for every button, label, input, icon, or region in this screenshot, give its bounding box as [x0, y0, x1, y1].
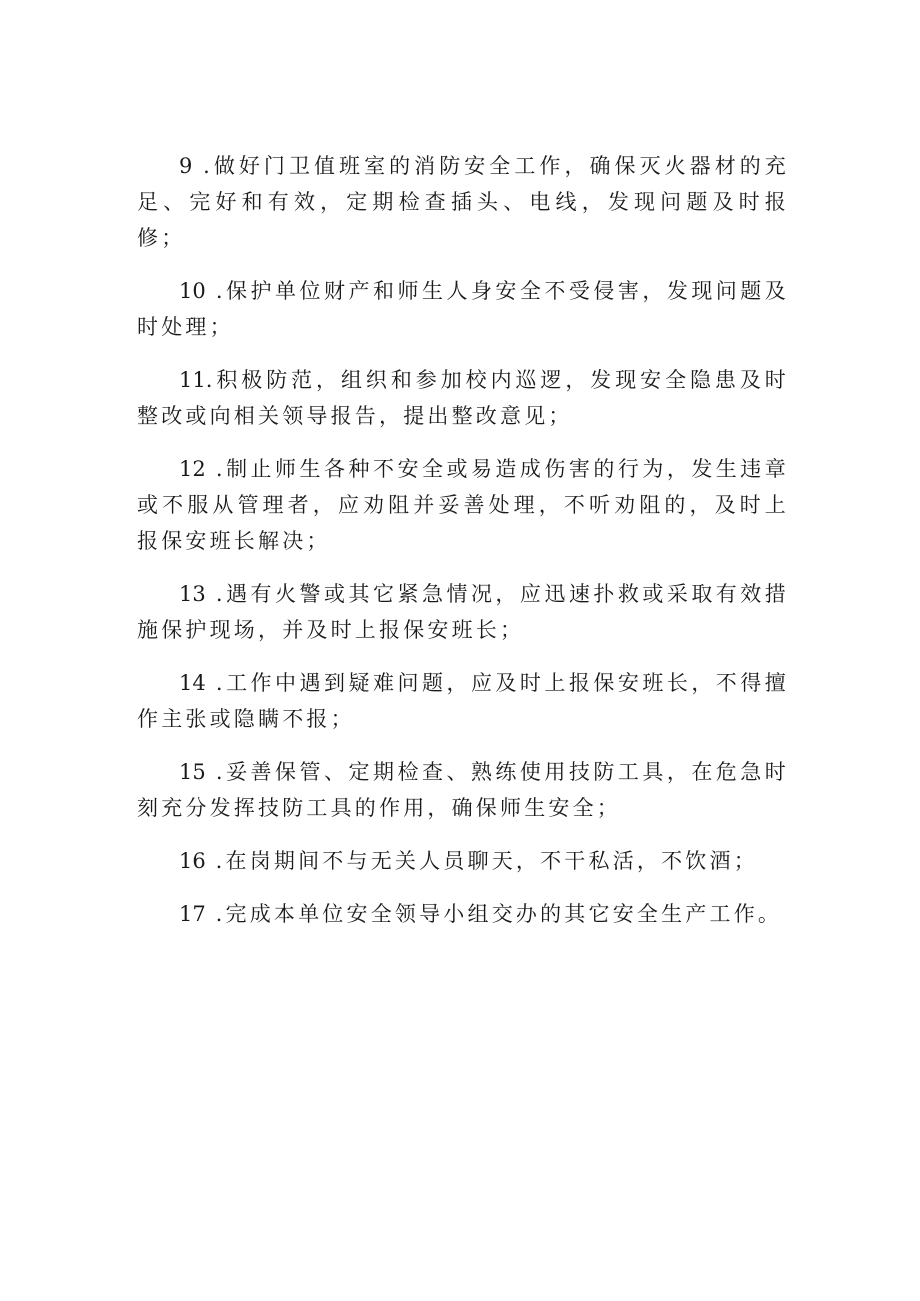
item-text: .积极防范，组织和参加校内巡逻，发现安全隐患及时整改或向相关领导报告，提出整改意见；: [137, 368, 789, 428]
duty-item-11: [137, 362, 789, 434]
item-number: 15: [179, 760, 206, 784]
item-number: 11: [179, 368, 206, 392]
item-number: 16: [179, 849, 206, 873]
duty-item-9: [137, 148, 789, 256]
duty-item-14: [137, 665, 789, 737]
item-number: 9: [179, 154, 193, 178]
duty-item-17: [137, 896, 789, 932]
item-text: .在岗期间不与无关人员聊天，不干私活，不饮酒；: [215, 849, 758, 873]
item-text: .妥善保管、定期检查、熟练使用技防工具，在危急时刻充分发挥技防工具的作用，确保师生安全；: [137, 760, 789, 820]
item-text: .制止师生各种不安全或易造成伤害的行为，发生违章或不服从管理者，应劝阻并妥善处理，不听劝阻的，及时上报保安班长解决；: [137, 457, 789, 553]
duty-item-10: [137, 273, 789, 345]
duty-list: [137, 148, 789, 949]
item-number: 13: [179, 582, 206, 606]
duty-item-12: [137, 451, 789, 559]
duty-item-15: [137, 754, 789, 826]
duty-item-16: [137, 843, 789, 879]
item-text: .遇有火警或其它紧急情况，应迅速扑救或采取有效措施保护现场，并及时上报保安班长；: [137, 582, 789, 642]
item-text: .保护单位财产和师生人身安全不受侵害，发现问题及时处理；: [137, 279, 789, 339]
item-number: 12: [179, 457, 206, 481]
item-text: .完成本单位安全领导小组交办的其它安全生产工作。: [215, 902, 783, 926]
item-number: 14: [179, 671, 206, 695]
item-number: 17: [179, 902, 206, 926]
item-number: 10: [179, 279, 206, 303]
duty-item-13: [137, 576, 789, 648]
item-text: .工作中遇到疑难问题，应及时上报保安班长，不得擅作主张或隐瞒不报；: [137, 671, 789, 731]
item-text: .做好门卫值班室的消防安全工作，确保灭火器材的充足、完好和有效，定期检查插头、电线，发现问题及时报修；: [137, 154, 789, 250]
